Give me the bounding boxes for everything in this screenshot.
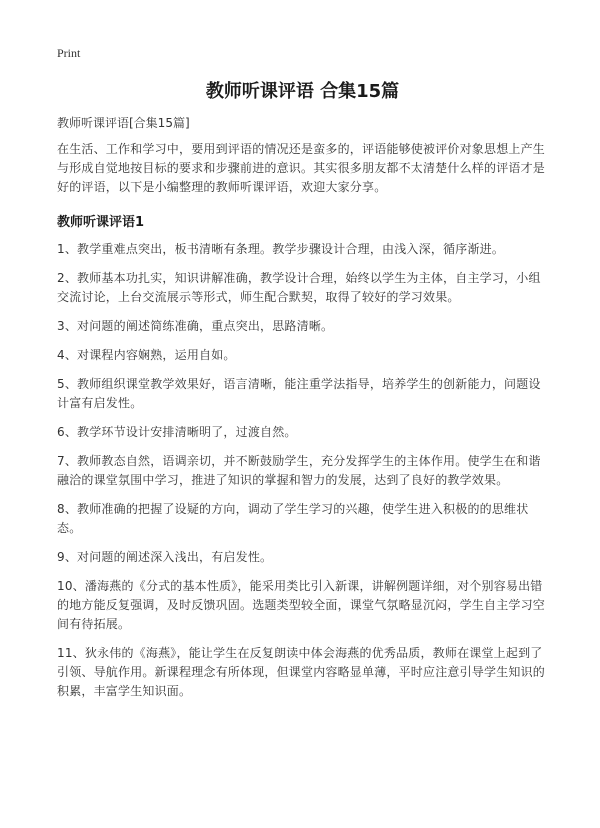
list-item: 5、教师组织课堂教学效果好，语言清晰，能注重学法指导，培养学生的创新能力，问题设计富有启发性。 (57, 377, 541, 410)
list-item: 7、教师教态自然，语调亲切，并不断鼓励学生，充分发挥学生的主体作用。使学生在和谐融洽的课堂氛围中学习，推进了知识的掌握和智力的发展，达到了良好的教学效果。 (57, 454, 541, 487)
section-heading: 教师听课评语1 (57, 215, 145, 230)
page-title: 教师听课评语 合集15篇 (205, 81, 400, 102)
list-item: 10、潘海燕的《分式的基本性质》，能采用类比引入新课，讲解例题详细，对个别容易出错的地方能反复强调，及时反馈巩固。选题类型较全面，课堂气氛略显沉闷，学生自主学习空间有待拓展。 (57, 579, 546, 631)
list-item: 2、教师基本功扎实，知识讲解准确，教学设计合理，始终以学生为主体，自主学习，小组交流讨论，上台交流展示等形式，师生配合默契，取得了较好的学习效果。 (57, 271, 541, 304)
intro-paragraph: 在生活、工作和学习中，要用到评语的情况还是蛮多的，评语能够使被评价对象思想上产生与形成自觉地按目标的要求和步骤前进的意识。其实很多朋友都不太清楚什么样的评语才是好的评语，以下是小编整理的教师听课评语，欢迎大家分享。 (57, 142, 546, 194)
list-item: 6、教学环节设计安排清晰明了，过渡自然。 (57, 425, 297, 439)
list-item: 11、狄永伟的《海燕》，能让学生在反复朗读中体会海燕的优秀品质，教师在课堂上起到了引领、导航作用。新课程理念有所体现，但课堂内容略显单薄，平时应注意引导学生知识的积累，丰富学生知识面。 (57, 646, 546, 698)
list-item: 9、对问题的阐述深入浅出，有启发性。 (57, 550, 273, 564)
list-item: 1、教学重难点突出，板书清晰有条理。教学步骤设计合理，由浅入深，循序渐进。 (57, 242, 505, 256)
list-item: 3、对问题的阐述简练准确，重点突出，思路清晰。 (57, 319, 334, 333)
print-label: Print (57, 46, 81, 60)
list-item: 8、教师准确的把握了设疑的方向，调动了学生学习的兴趣，使学生进入积极的的思维状态。 (57, 502, 529, 535)
list-item: 4、对课程内容娴熟，运用自如。 (57, 348, 236, 362)
document-subtitle: 教师听课评语[合集15篇] (57, 116, 190, 130)
comment-list (57, 240, 548, 701)
